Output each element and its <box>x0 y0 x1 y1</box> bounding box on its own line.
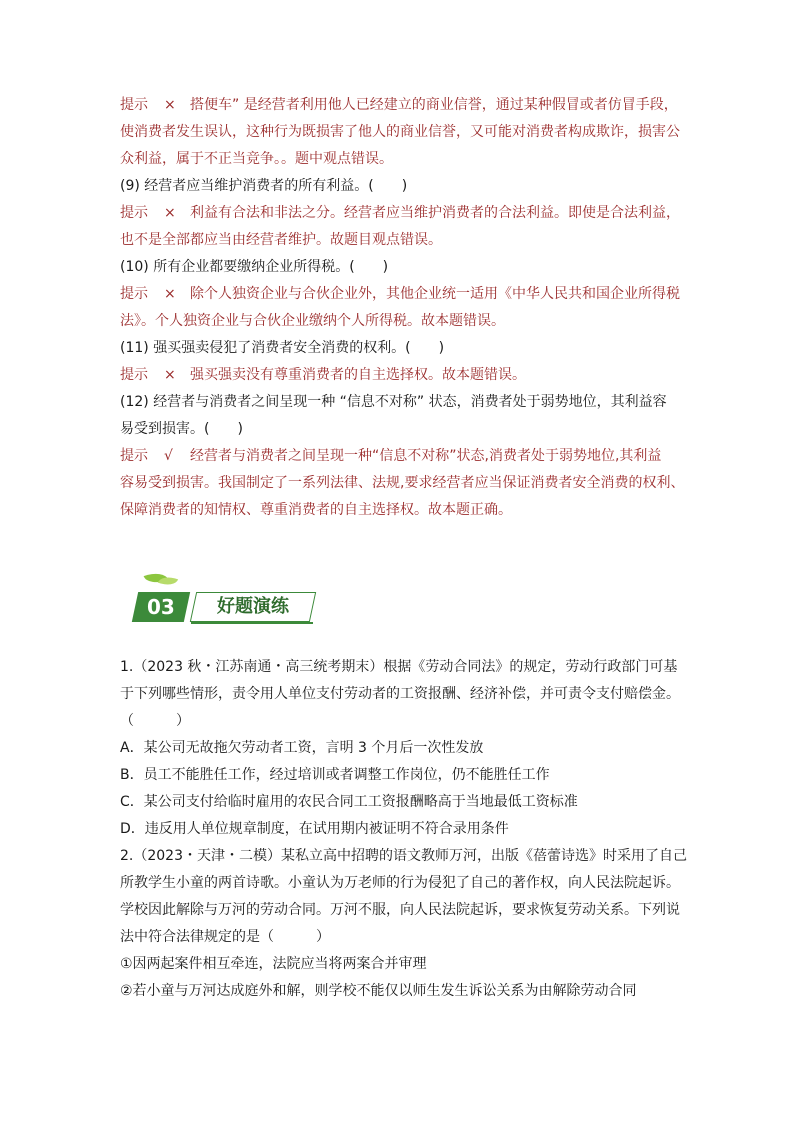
hint-tag: 提示 <box>120 367 148 383</box>
statement-2: ②若小童与万河达成庭外和解，则学校不能仅以师生发生诉讼关系为由解除劳动合同 <box>120 983 637 999</box>
correct-mark: √ <box>164 448 173 464</box>
answer-section <box>120 92 685 524</box>
section-underline <box>191 622 313 624</box>
option-d: D．违反用人单位规章制度，在试用期内被证明不符合录用条件 <box>120 821 509 837</box>
question-12-line-2: 易受到损害。( ) <box>120 421 243 437</box>
statement-1: ①因两起案件相互牵连，法院应当将两案合并审理 <box>120 956 427 972</box>
question-1-line-2: 于下列哪些情形，责令用人单位支付劳动者的工资报酬、经济补偿，并可责令支付赔偿金。 <box>120 686 680 702</box>
section-banner <box>133 572 333 624</box>
hint-block-5-line-3: 保障消费者的知情权、尊重消费者的自主选择权。故本题正确。 <box>120 502 512 518</box>
question-10: (10) 所有企业都要缴纳企业所得税。( ) <box>120 259 389 275</box>
question-1-line-3: （ ） <box>120 713 190 729</box>
wrong-mark: × <box>164 97 176 113</box>
hint-block-2-line-1: 提示 × 利益有合法和非法之分。经营者应当维护消费者的合法利益。即使是合法利益， <box>120 200 680 227</box>
hint-tag: 提示 <box>120 97 148 113</box>
practice-questions <box>120 654 687 1005</box>
hint-block-2-line-2: 也不是全部都应当由经营者维护。故题目观点错误。 <box>120 232 442 248</box>
question-2-line-3: 学校因此解除与万河的劳动合同。万河不服，向人民法院起诉，要求恢复劳动关系。下列说 <box>120 902 680 918</box>
question-2-line-2: 所教学生小童的两首诗歌。小童认为万老师的行为侵犯了自己的著作权，向人民法院起诉。 <box>120 875 680 891</box>
question-2-line-4: 法中符合法律规定的是（ ） <box>120 929 330 945</box>
hint-tag: 提示 <box>120 448 148 464</box>
question-12-line-1: (12) 经营者与消费者之间呈现一种 “信息不对称” 状态，消费者处于弱势地位，其利益容 <box>120 394 667 410</box>
hint-block-1-line-2: 使消费者发生误认，这种行为既损害了他人的商业信誉，又可能对消费者构成欺诈，损害公 <box>120 124 680 140</box>
option-c: C．某公司支付给临时雇用的农民合同工工资报酬略高于当地最低工资标准 <box>120 794 578 810</box>
question-9: (9) 经营者应当维护消费者的所有利益。( ) <box>120 178 408 194</box>
option-a: A．某公司无故拖欠劳动者工资，言明 3 个月后一次性发放 <box>120 740 484 756</box>
hint-block-3-line-1: 提示 × 除个人独资企业与合伙企业外，其他企业统一适用《中华人民共和国企业所得税 <box>120 281 680 308</box>
option-b: B．员工不能胜任工作，经过培训或者调整工作岗位，仍不能胜任工作 <box>120 767 550 783</box>
hint-block-1-line-3: 众利益，属于不正当竞争。。题中观点错误。 <box>120 151 393 167</box>
hint-block-3-line-2: 法》。个人独资企业与合伙企业缴纳个人所得税。故本题错误。 <box>120 313 505 329</box>
section-title: 好题演练 <box>190 592 316 622</box>
hint-block-5-line-2: 容易受到损害。我国制定了一系列法律、法规,要求经营者应当保证消费者安全消费的权利、 <box>120 475 685 491</box>
hint-tag: 提示 <box>120 205 148 221</box>
hint-block-1-line-1: 提示 × 搭便车” 是经营者利用他人已经建立的商业信誉，通过某种假冒或者仿冒手段， <box>120 92 680 119</box>
wrong-mark: × <box>164 286 176 302</box>
wrong-mark: × <box>164 205 176 221</box>
section-number: 03 <box>132 592 190 622</box>
hint-tag: 提示 <box>120 286 148 302</box>
wrong-mark: × <box>164 367 176 383</box>
question-11: (11) 强买强卖侵犯了消费者安全消费的权利。( ) <box>120 340 445 356</box>
hint-block-5-line-1: 提示 √ 经营者与消费者之间呈现一种“信息不对称”状态,消费者处于弱势地位,其利益 <box>120 443 680 470</box>
question-2-line-1: 2.（2023・天津・二模）某私立高中招聘的语文教师万河，出版《蓓蕾诗选》时采用了自己 <box>120 848 687 864</box>
hint-block-4-line-1: 提示 × 强买强卖没有尊重消费者的自主选择权。故本题错误。 <box>120 362 680 389</box>
question-1-line-1: 1.（2023 秋・江苏南通・高三统考期末）根据《劳动合同法》的规定，劳动行政部门可基 <box>120 659 678 675</box>
